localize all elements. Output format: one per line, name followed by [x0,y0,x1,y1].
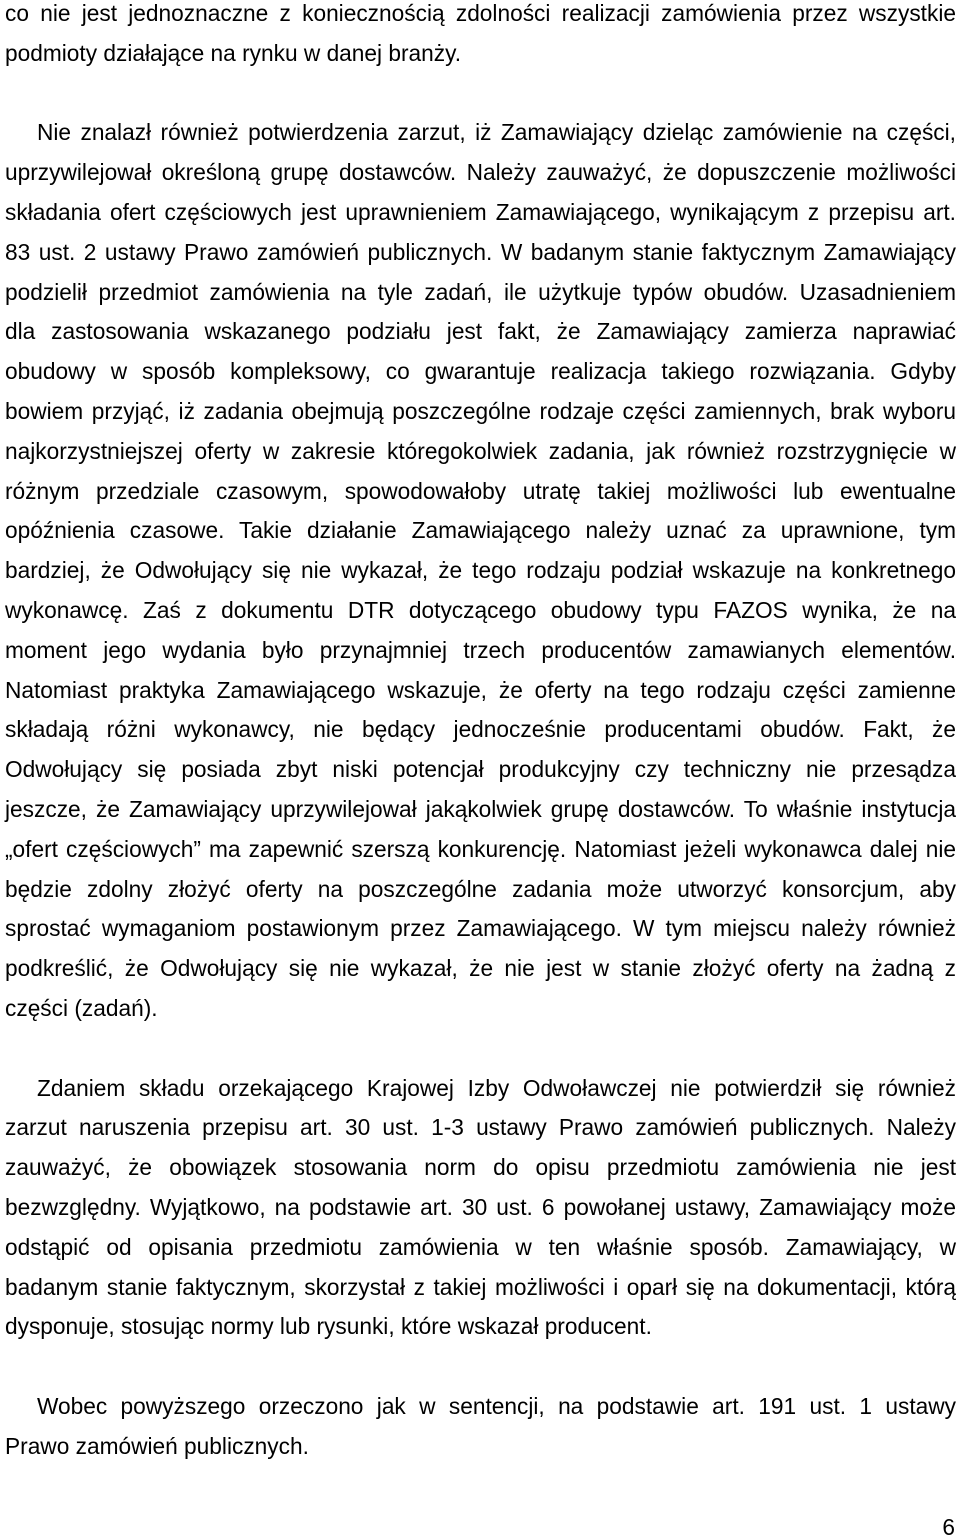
text-line: uprzywilejował określoną grupę dostawców. Należy zauważyć, że dopuszczenie możliwości [5,159,956,186]
text-line: odstąpić od opisania przedmiotu zamówienia w ten właśnie sposób. Zamawiający, w [5,1233,956,1260]
text-line: bardziej, że Odwołujący się nie wykazał, że tego rodzaju podział wskazuje na konkretnego [5,557,956,584]
text-line: Nie znalazł również potwierdzenia zarzut, iż Zamawiający dzieląc zamówienie na części, [37,119,956,146]
text-line: będzie zdolny złożyć oferty na poszczególne zadania może utworzyć konsorcjum, aby [5,875,956,902]
text-line: podmioty działające na rynku w danej branży. [5,39,462,66]
text-line: moment jego wydania było przynajmniej trzech producentów zamawianych elementów. [5,636,956,663]
text-line: co nie jest jednoznaczne z koniecznością zdolności realizacji zamówienia przez wszystkie [5,0,956,26]
paragraph-3 [5,1069,956,1348]
text-line: zauważyć, że obowiązek stosowania norm do opisu przedmiotu zamówienia nie jest [5,1154,956,1181]
text-line: bezwzględny. Wyjątkowo, na podstawie art. 30 ust. 6 powołanej ustawy, Zamawiający może [5,1193,956,1220]
text-line: wykonawcę. Zaś z dokumentu DTR dotyczącego obudowy typu FAZOS wynika, że na [5,596,956,623]
text-line: „ofert częściowych” ma zapewnić szerszą konkurencję. Natomiast jeżeli wykonawca dalej nie [5,835,956,862]
paragraph-1 [5,0,956,74]
text-line: Natomiast praktyka Zamawiającego wskazuje, że oferty na tego rodzaju części zamienne [5,676,956,703]
text-line: sprostać wymaganiom postawionym przez Zamawiającego. W tym miejscu należy również [5,915,956,942]
text-line: Prawo zamówień publicznych. [5,1432,309,1459]
text-line: bowiem przyjąć, iż zadania obejmują poszczególne rodzaje części zamiennych, brak wyboru [5,397,956,424]
text-line: dla zastosowania wskazanego podziału jest fakt, że Zamawiający zamierza naprawiać [5,318,956,345]
text-line: jeszcze, że Zamawiający uprzywilejował jakąkolwiek grupę dostawców. To właśnie instytucja [5,795,956,822]
text-line: Wobec powyższego orzeczono jak w sentencji, na podstawie art. 191 ust. 1 ustawy [37,1392,956,1419]
text-line: badanym stanie faktycznym, skorzystał z takiej możliwości i oparł się na dokumentacji, którą [5,1273,956,1300]
text-line: Zdaniem składu orzekającego Krajowej Izby Odwoławczej nie potwierdził się również [37,1074,956,1101]
text-line: obudowy w sposób kompleksowy, co gwarantuje realizacja takiego rozwiązania. Gdyby [5,358,956,385]
text-line: 83 ust. 2 ustawy Prawo zamówień publicznych. W badanym stanie faktycznym Zamawiający [5,238,956,265]
text-line: różnym przedziale czasowym, spowodowałoby utratę takiej możliwości lub ewentualne [5,477,956,504]
text-line: składania ofert częściowych jest uprawnieniem Zamawiającego, wynikającym z przepisu art. [5,198,956,225]
text-line: podkreślić, że Odwołujący się nie wykazał, że nie jest w stanie złożyć oferty na żadną z [5,955,956,982]
text-line: opóźnienia czasowe. Takie działanie Zamawiającego należy uznać za uprawnione, tym [5,517,956,544]
text-line: dysponuje, stosując normy lub rysunki, które wskazał producent. [5,1313,652,1340]
text-line: najkorzystniejszej oferty w zakresie któregokolwiek zadania, jak również rozstrzygnięcie w [5,437,956,464]
text-line: składają różni wykonawcy, nie będący jednocześnie producentami obudów. Fakt, że [5,716,956,743]
text-line: części (zadań). [5,994,158,1021]
text-line: zarzut naruszenia przepisu art. 30 ust. 1-3 ustawy Prawo zamówień publicznych. Należy [5,1114,956,1141]
text-line: podzielił przedmiot zamówienia na tyle zadań, ile użytkuje typów obudów. Uzasadnieniem [5,278,956,305]
paragraph-4 [5,1387,956,1467]
document-text [5,0,956,1506]
paragraph-2 [5,113,956,1028]
page-number: 6 [942,1514,955,1537]
text-line: Odwołujący się posiada zbyt niski potencjał produkcyjny czy techniczny nie przesądza [5,756,956,783]
